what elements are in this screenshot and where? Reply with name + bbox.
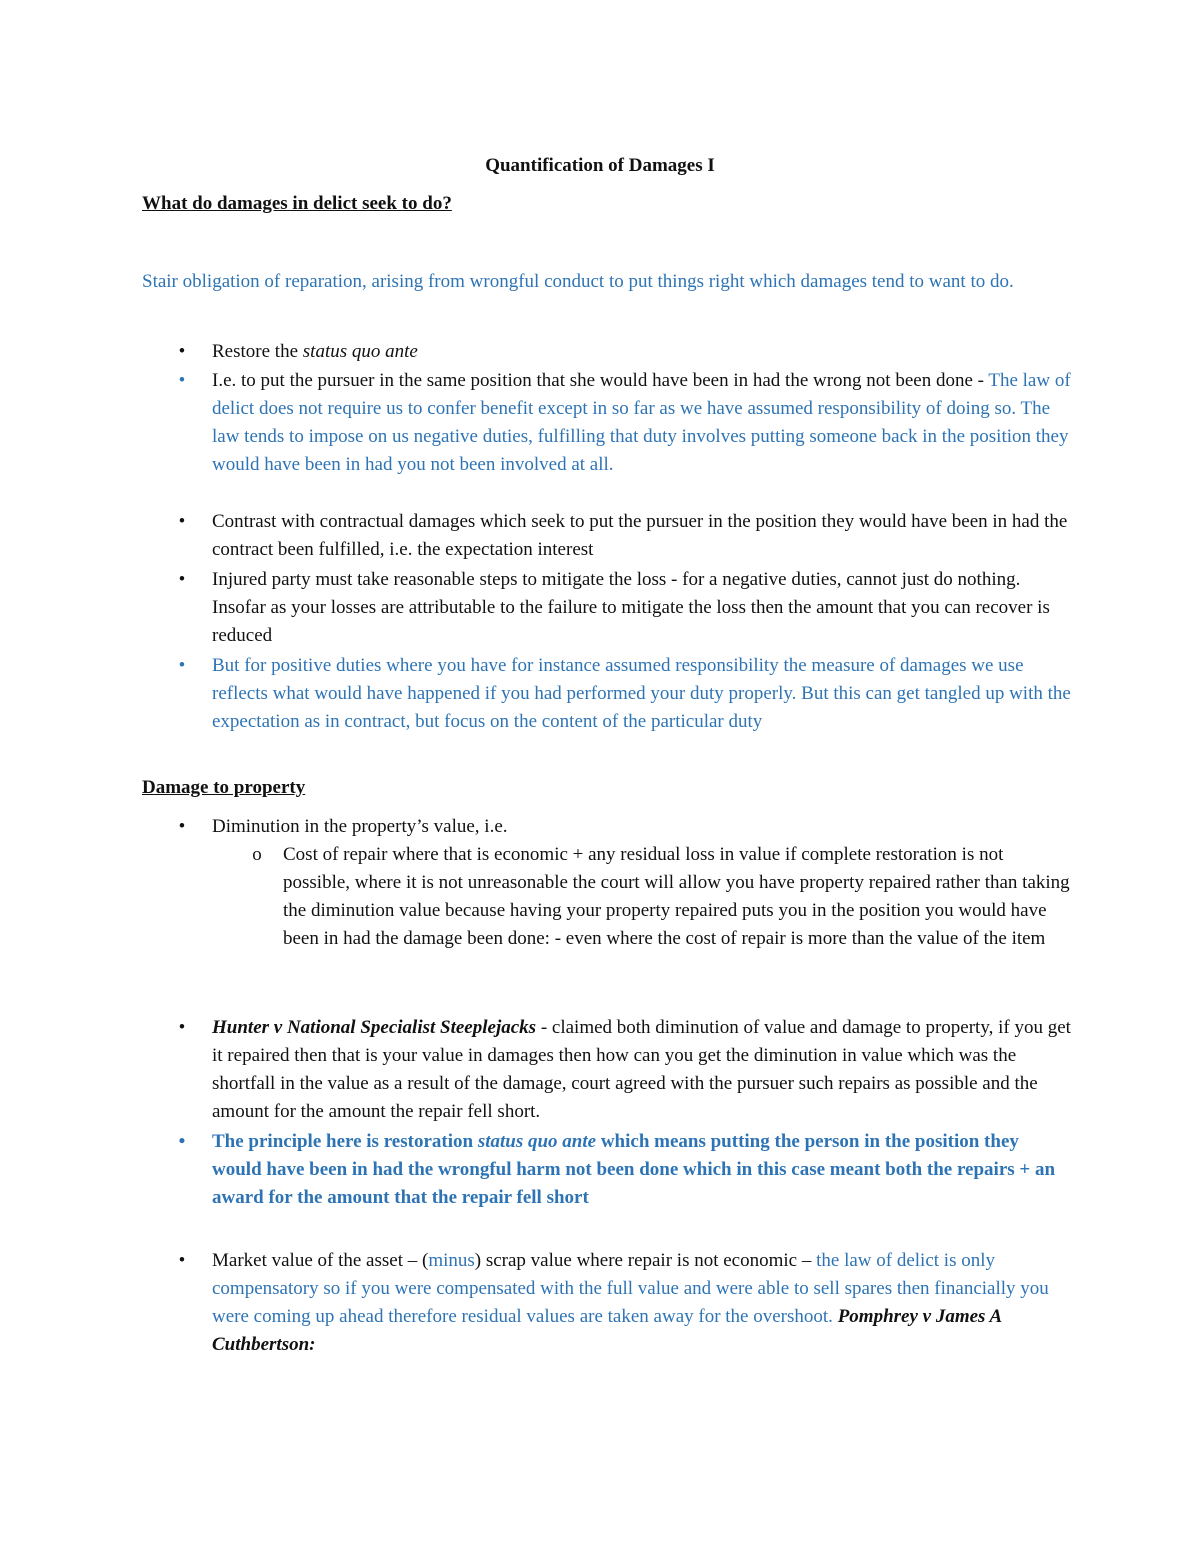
bullet-restore-status-quo: • Restore the status quo ante — [212, 338, 1072, 366]
bullet-icon: • — [178, 1131, 186, 1152]
bullet-positive-duties: • But for positive duties where you have for instance assumed responsibility the measure of damages we use reflects what would have happened if you had performed your duty properly. But this can get tangled up with the expectation as in contract, but focus on the content of the particular duty — [212, 652, 1072, 736]
bullet-market-value: • Market value of the asset – (minus) scrap value where repair is not economic – the law of delict is only compensatory so if you were compensated with the full value and were able to sell spares then financially you were coming up ahead therefore residual values are taken away for the overshoot. Pomphrey v James A Cuthbertson: — [212, 1247, 1072, 1359]
bullet-diminution-value: • Diminution in the property’s value, i.e. — [212, 813, 1072, 841]
bullet-icon: • — [178, 816, 186, 837]
bullet-icon: • — [178, 1250, 186, 1271]
bullet-icon: • — [178, 1017, 186, 1038]
subbullet-cost-of-repair: o Cost of repair where that is economic + any residual loss in value if complete restoration is not possible, where it is not unreasonable the court will allow you have property repaired rather than taking the diminution value because having your property repaired puts you in the position you would have been in had the damage been done: - even where the cost of repair is more than the value of the item — [283, 841, 1073, 953]
bullet-mitigate-loss: • Injured party must take reasonable steps to mitigate the loss - for a negative duties, cannot just do nothing. Insofar as your losses are attributable to the failure to mitigate the loss then the amount that you can recover is reduced — [212, 566, 1072, 650]
bullet-hunter-case: • Hunter v National Specialist Steeplejacks - claimed both diminution of value and damage to property, if you get it repaired then that is your value in damages then how can you get the diminution in value which was the shortfall in the value as a result of the damage, court agreed with the pursuer such repairs as possible and the amount for the amount the repair fell short. — [212, 1014, 1072, 1126]
section-heading-damage-to-property: Damage to property — [142, 777, 306, 798]
bullet-same-position: • I.e. to put the pursuer in the same position that she would have been in had the wrong not been done - The law of delict does not require us to confer benefit except in so far as we have assumed responsibility of doing so. The law tends to impose on us negative duties, fulfilling that duty involves putting someone back in the position they would have been in had you not been involved at all. — [212, 367, 1072, 479]
bullet-icon: • — [178, 341, 186, 362]
bullet-icon: • — [178, 511, 186, 532]
bullet-icon: • — [178, 370, 186, 391]
case-name: Pomphrey v James A Cuthbertson: — [212, 1306, 1002, 1355]
intro-paragraph: Stair obligation of reparation, arising from wrongful conduct to put things right which damages tend to want to do. — [142, 271, 1014, 292]
document-title: Quantification of Damages I — [485, 155, 715, 176]
bullet-restoration-principle: • The principle here is restoration status quo ante which means putting the person in the position they would have been in had the wrongful harm not been done which in this case meant both the repairs + an award for the amount that the repair fell short — [212, 1128, 1072, 1212]
bullet-icon: • — [178, 655, 186, 676]
bullet-icon: • — [178, 569, 186, 590]
bullet-contractual-contrast: • Contrast with contractual damages which seek to put the pursuer in the position they would have been in had the contract been fulfilled, i.e. the expectation interest — [212, 508, 1072, 564]
case-name: Hunter v National Specialist Steeplejacks — [212, 1017, 537, 1038]
section-heading-damages-purpose: What do damages in delict seek to do? — [142, 193, 452, 214]
sub-bullet-icon: o — [252, 844, 262, 865]
